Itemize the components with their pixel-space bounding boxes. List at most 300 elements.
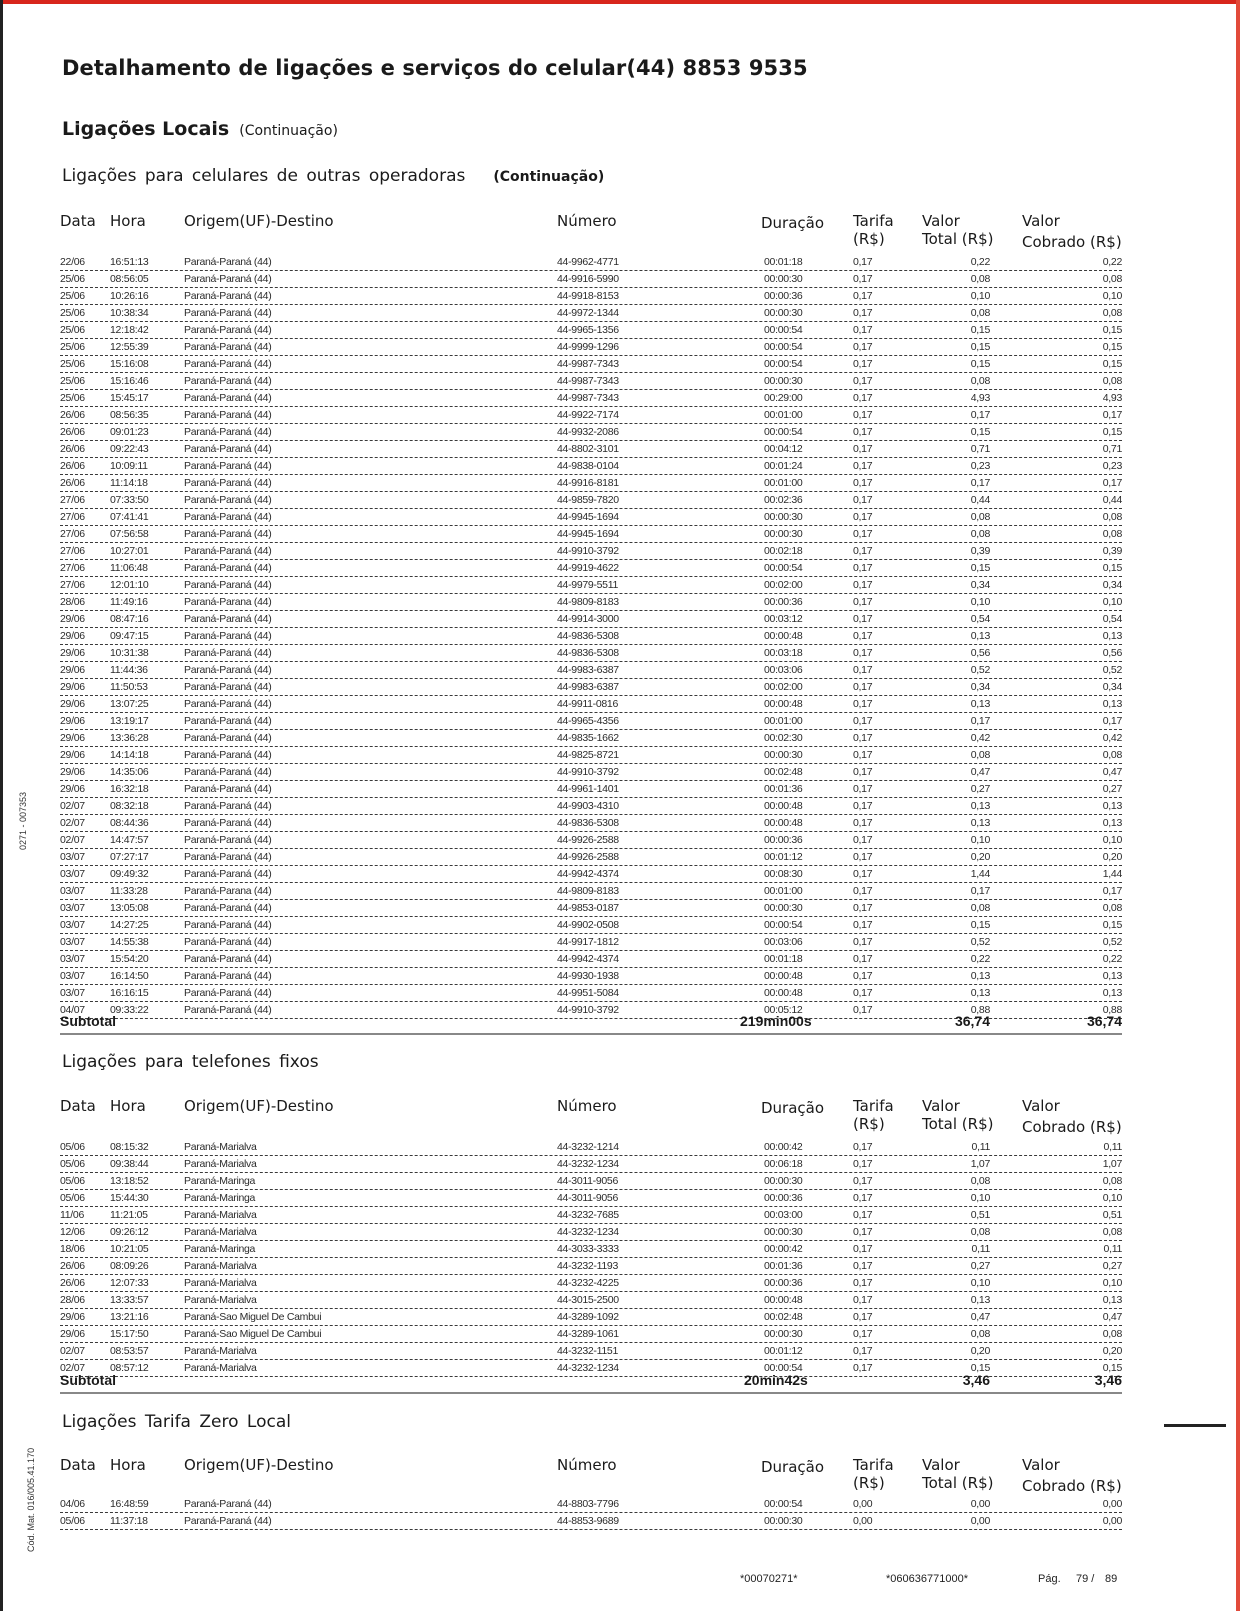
table-row (60, 900, 1122, 917)
cell-duration: 00:00:48 (764, 987, 803, 999)
column-header-hora: Hora (110, 212, 146, 230)
cell-duration: 00:01:24 (764, 460, 803, 472)
column-header-tarifa: Tarifa (853, 1456, 894, 1474)
cell-number: 44-9910-3792 (557, 1004, 619, 1016)
column-header-duracao: Duração (761, 1458, 825, 1476)
column-header-tarifa: Tarifa (853, 212, 894, 230)
table-row (60, 883, 1122, 900)
column-header-total-unit: Total (R$) (922, 1115, 994, 1133)
cell-time: 11:49:16 (110, 596, 148, 608)
cell-charged-value: 0,15 (1102, 1362, 1122, 1374)
cell-origin-destination: Paraná-Paraná (44) (184, 1498, 272, 1510)
table-row (60, 1275, 1122, 1292)
subsection-title-text: Ligações para celulares de outras operadoras (62, 166, 466, 186)
cell-time: 14:47:57 (110, 834, 149, 846)
table-row (60, 424, 1122, 441)
cell-charged-value: 0,08 (1102, 273, 1122, 285)
table-row (60, 594, 1122, 611)
cell-date: 03/07 (60, 936, 85, 948)
table-row (60, 815, 1122, 832)
cell-number: 44-9962-4771 (557, 256, 619, 268)
cell-origin-destination: Paraná-Paraná (44) (184, 528, 272, 540)
cell-time: 15:45:17 (110, 392, 149, 404)
cell-number: 44-9916-8181 (557, 477, 619, 489)
cell-total-value: 0,10 (970, 596, 990, 608)
cell-total-value: 0,10 (970, 290, 990, 302)
column-header-hora: Hora (110, 1097, 146, 1115)
cell-date: 26/06 (60, 1277, 85, 1289)
cell-duration: 00:08:30 (764, 868, 803, 880)
cell-date: 02/07 (60, 1362, 85, 1374)
table-row (60, 322, 1122, 339)
cell-origin-destination: Paraná-Paraná (44) (184, 256, 272, 268)
subsection-continuation: (Continuação) (493, 169, 605, 185)
cell-date: 03/07 (60, 970, 85, 982)
cell-total-value: 0,08 (970, 749, 990, 761)
cell-date: 29/06 (60, 766, 85, 778)
cell-rate: 0,17 (853, 1175, 873, 1187)
cell-charged-value: 0,08 (1102, 528, 1122, 540)
cell-duration: 00:00:42 (764, 1243, 803, 1255)
cell-number: 44-9987-7343 (557, 375, 619, 387)
barcode-code-2: *060636771000* (886, 1573, 968, 1585)
cell-date: 26/06 (60, 409, 85, 421)
cell-number: 44-9965-1356 (557, 324, 619, 336)
cell-date: 25/06 (60, 375, 85, 387)
cell-duration: 00:01:18 (764, 953, 803, 965)
column-header-cobrado: Valor (1022, 212, 1060, 230)
cell-date: 02/07 (60, 800, 85, 812)
cell-number: 44-9951-5084 (557, 987, 619, 999)
cell-number: 44-9945-1694 (557, 528, 619, 540)
cell-duration: 00:02:00 (764, 579, 803, 591)
table-row (60, 730, 1122, 747)
cell-origin-destination: Paraná-Maringa (184, 1192, 256, 1204)
cell-rate: 0,17 (853, 698, 873, 710)
cell-charged-value: 0,15 (1102, 358, 1122, 370)
column-header-total: Valor (922, 1456, 960, 1474)
cell-charged-value: 0,51 (1102, 1209, 1122, 1221)
column-header-numero: Número (557, 212, 617, 230)
cell-total-value: 0,88 (970, 1004, 990, 1016)
cell-time: 15:17:50 (110, 1328, 149, 1340)
cell-total-value: 0,11 (971, 1141, 990, 1153)
column-header-numero: Número (557, 1097, 617, 1115)
cell-date: 02/07 (60, 834, 85, 846)
top-accent-bar (0, 0, 1240, 4)
cell-total-value: 0,20 (970, 1345, 990, 1357)
cell-rate: 0,17 (853, 341, 873, 353)
cell-origin-destination: Paraná-Paraná (44) (184, 426, 272, 438)
cell-number: 44-9809-8183 (557, 596, 619, 608)
subtotal-duration: 219min00s (740, 1013, 812, 1029)
column-header-tarifa-unit: (R$) (853, 230, 885, 248)
cell-rate: 0,17 (853, 630, 873, 642)
cell-rate: 0,17 (853, 987, 873, 999)
table-row (60, 985, 1122, 1002)
cell-charged-value: 0,00 (1102, 1515, 1122, 1527)
column-header-data: Data (60, 1456, 96, 1474)
cell-total-value: 0,51 (970, 1209, 990, 1221)
cell-duration: 00:01:00 (764, 477, 803, 489)
cell-charged-value: 0,15 (1102, 562, 1122, 574)
cell-total-value: 0,47 (970, 1311, 990, 1323)
cell-charged-value: 0,56 (1102, 647, 1122, 659)
cell-total-value: 0,17 (970, 715, 990, 727)
cell-charged-value: 0,54 (1102, 613, 1122, 625)
cell-time: 08:09:26 (110, 1260, 149, 1272)
cell-time: 08:56:05 (110, 273, 149, 285)
cell-number: 44-9853-0187 (557, 902, 619, 914)
section-title (62, 118, 338, 140)
cell-total-value: 0,15 (970, 919, 990, 931)
table-row (60, 1241, 1122, 1258)
cell-total-value: 0,54 (970, 613, 990, 625)
cell-charged-value: 0,08 (1102, 307, 1122, 319)
cell-rate: 0,17 (853, 834, 873, 846)
cell-origin-destination: Paraná-Paraná (44) (184, 919, 272, 931)
cell-duration: 00:00:36 (764, 834, 803, 846)
table-row (60, 339, 1122, 356)
cell-number: 44-3232-1234 (557, 1362, 619, 1374)
cell-origin-destination: Paraná-Paraná (44) (184, 868, 272, 880)
cell-charged-value: 0,11 (1103, 1243, 1122, 1255)
cell-origin-destination: Paraná-Paraná (44) (184, 902, 272, 914)
cell-rate: 0,17 (853, 936, 873, 948)
table-row (60, 509, 1122, 526)
cell-rate: 0,17 (853, 358, 873, 370)
cell-date: 29/06 (60, 681, 85, 693)
cell-duration: 00:02:48 (764, 766, 803, 778)
cell-time: 09:33:22 (110, 1004, 149, 1016)
cell-charged-value: 0,15 (1102, 919, 1122, 931)
cell-rate: 0,17 (853, 919, 873, 931)
cell-charged-value: 0,08 (1102, 1226, 1122, 1238)
cell-rate: 0,17 (853, 324, 873, 336)
column-header-total: Valor (922, 212, 960, 230)
table-row (60, 390, 1122, 407)
cell-number: 44-9910-3792 (557, 545, 619, 557)
table-row (60, 968, 1122, 985)
cell-rate: 0,17 (853, 885, 873, 897)
subtotal-duration: 20min42s (744, 1372, 808, 1388)
cell-date: 29/06 (60, 630, 85, 642)
cell-rate: 0,17 (853, 766, 873, 778)
scan-edge (0, 0, 3, 1611)
table-celulares (60, 254, 1122, 1019)
cell-origin-destination: Paraná-Paraná (44) (184, 409, 272, 421)
cell-duration: 00:29:00 (764, 392, 803, 404)
cell-rate: 0,17 (853, 545, 873, 557)
cell-number: 44-3011-9056 (557, 1175, 619, 1187)
cell-number: 44-9918-8153 (557, 290, 619, 302)
cell-total-value: 0,00 (970, 1515, 990, 1527)
cell-rate: 0,17 (853, 1004, 873, 1016)
cell-duration: 00:00:30 (764, 528, 803, 540)
cell-charged-value: 0,17 (1102, 715, 1122, 727)
cell-time: 15:16:08 (110, 358, 149, 370)
cell-charged-value: 0,08 (1102, 902, 1122, 914)
cell-charged-value: 0,39 (1102, 545, 1122, 557)
subtotal-label: Subtotal (60, 1372, 116, 1388)
cell-duration: 00:01:00 (764, 885, 803, 897)
cell-time: 14:14:18 (110, 749, 149, 761)
cell-total-value: 0,42 (970, 732, 990, 744)
cell-total-value: 0,13 (970, 1294, 990, 1306)
cell-time: 08:57:12 (110, 1362, 149, 1374)
cell-charged-value: 0,13 (1102, 1294, 1122, 1306)
subsection-title-celulares (62, 166, 604, 186)
cell-time: 13:05:08 (110, 902, 149, 914)
cell-date: 27/06 (60, 545, 85, 557)
cell-origin-destination: Paraná-Paraná (44) (184, 460, 272, 472)
cell-rate: 0,17 (853, 1141, 873, 1153)
cell-rate: 0,00 (853, 1515, 873, 1527)
cell-time: 15:54:20 (110, 953, 149, 965)
cell-origin-destination: Paraná-Paraná (44) (184, 290, 272, 302)
column-header-numero: Número (557, 1456, 617, 1474)
cell-origin-destination: Paraná-Paraná (44) (184, 630, 272, 642)
cell-number: 44-3289-1061 (557, 1328, 619, 1340)
cell-duration: 00:00:54 (764, 919, 803, 931)
cell-number: 44-9942-4374 (557, 953, 619, 965)
cell-total-value: 0,13 (970, 970, 990, 982)
cell-charged-value: 0,13 (1102, 630, 1122, 642)
cell-number: 44-9961-1401 (557, 783, 619, 795)
cell-charged-value: 0,10 (1102, 1277, 1122, 1289)
cell-charged-value: 0,10 (1102, 834, 1122, 846)
cell-rate: 0,17 (853, 1345, 873, 1357)
table-row (60, 526, 1122, 543)
cell-origin-destination: Paraná-Paraná (44) (184, 681, 272, 693)
cell-number: 44-9809-8183 (557, 885, 619, 897)
cell-time: 12:07:33 (110, 1277, 149, 1289)
cell-date: 05/06 (60, 1515, 85, 1527)
table-row (60, 254, 1122, 271)
cell-duration: 00:00:54 (764, 1362, 803, 1374)
cell-duration: 00:00:36 (764, 596, 803, 608)
cell-duration: 00:00:30 (764, 273, 803, 285)
cell-rate: 0,17 (853, 902, 873, 914)
cell-duration: 00:01:12 (764, 1345, 803, 1357)
cell-rate: 0,17 (853, 596, 873, 608)
cell-origin-destination: Paraná-Paraná (44) (184, 936, 272, 948)
cell-time: 12:55:39 (110, 341, 149, 353)
cell-origin-destination: Paraná-Paraná (44) (184, 545, 272, 557)
cell-charged-value: 0,42 (1102, 732, 1122, 744)
cell-duration: 00:00:54 (764, 426, 803, 438)
cell-rate: 0,17 (853, 732, 873, 744)
cell-rate: 0,17 (853, 562, 873, 574)
cell-rate: 0,17 (853, 953, 873, 965)
cell-rate: 0,17 (853, 1277, 873, 1289)
cell-origin-destination: Paraná-Paraná (44) (184, 715, 272, 727)
cell-duration: 00:00:30 (764, 375, 803, 387)
cell-charged-value: 0,47 (1102, 1311, 1122, 1323)
cell-date: 03/07 (60, 885, 85, 897)
cell-number: 44-9825-8721 (557, 749, 619, 761)
cell-rate: 0,17 (853, 409, 873, 421)
cell-duration: 00:01:12 (764, 851, 803, 863)
cell-origin-destination: Paraná-Paraná (44) (184, 477, 272, 489)
cell-origin-destination: Paraná-Paraná (44) (184, 358, 272, 370)
cell-charged-value: 0,08 (1102, 1328, 1122, 1340)
column-header-duracao: Duração (761, 214, 825, 232)
cell-date: 28/06 (60, 1294, 85, 1306)
cell-charged-value: 0,08 (1102, 375, 1122, 387)
cell-time: 10:26:16 (110, 290, 149, 302)
cell-time: 16:51:13 (110, 256, 149, 268)
cell-charged-value: 0,47 (1102, 766, 1122, 778)
cell-duration: 00:00:30 (764, 1226, 803, 1238)
cell-rate: 0,17 (853, 868, 873, 880)
cell-number: 44-3289-1092 (557, 1311, 619, 1323)
cell-duration: 00:02:30 (764, 732, 803, 744)
cell-origin-destination: Paraná-Maringa (184, 1243, 256, 1255)
cell-date: 25/06 (60, 290, 85, 302)
cell-number: 44-9835-1662 (557, 732, 619, 744)
cell-total-value: 0,17 (970, 885, 990, 897)
subtotal-charged: 3,46 (1094, 1372, 1122, 1388)
table-header (60, 1456, 1122, 1496)
cell-charged-value: 4,93 (1102, 392, 1122, 404)
cell-total-value: 0,08 (970, 1175, 990, 1187)
cell-time: 11:50:53 (110, 681, 148, 693)
cell-total-value: 0,13 (970, 630, 990, 642)
cell-duration: 00:00:48 (764, 698, 803, 710)
cell-duration: 00:00:48 (764, 800, 803, 812)
cell-rate: 0,17 (853, 749, 873, 761)
cell-duration: 00:02:36 (764, 494, 803, 506)
cell-total-value: 0,15 (970, 324, 990, 336)
cell-duration: 00:00:36 (764, 290, 803, 302)
cell-number: 44-9916-5990 (557, 273, 619, 285)
table-row (60, 696, 1122, 713)
cell-number: 44-9859-7820 (557, 494, 619, 506)
cell-charged-value: 0,08 (1102, 749, 1122, 761)
cell-duration: 00:00:30 (764, 749, 803, 761)
cell-time: 10:31:38 (110, 647, 149, 659)
cell-origin-destination: Paraná-Marialva (184, 1209, 257, 1221)
cell-rate: 0,17 (853, 426, 873, 438)
table-row (60, 373, 1122, 390)
cell-total-value: 0,13 (970, 987, 990, 999)
cell-time: 14:27:25 (110, 919, 149, 931)
cell-rate: 0,17 (853, 477, 873, 489)
cell-time: 11:21:05 (110, 1209, 148, 1221)
cell-rate: 0,17 (853, 783, 873, 795)
cell-charged-value: 0,17 (1102, 885, 1122, 897)
cell-origin-destination: Paraná-Marialva (184, 1158, 257, 1170)
cell-rate: 0,17 (853, 851, 873, 863)
cell-time: 16:16:15 (110, 987, 149, 999)
cell-rate: 0,17 (853, 1243, 873, 1255)
cell-date: 25/06 (60, 358, 85, 370)
cell-date: 26/06 (60, 1260, 85, 1272)
cell-number: 44-9932-2086 (557, 426, 619, 438)
cell-total-value: 1,44 (970, 868, 990, 880)
cell-total-value: 0,00 (970, 1498, 990, 1510)
cell-duration: 00:00:36 (764, 1277, 803, 1289)
table-row (60, 305, 1122, 322)
page-label: Pág. (1038, 1573, 1061, 1585)
cell-origin-destination: Paraná-Sao Miguel De Cambui (184, 1311, 322, 1323)
cell-charged-value: 0,22 (1102, 953, 1122, 965)
cell-origin-destination: Paraná-Paraná (44) (184, 834, 272, 846)
cell-date: 03/07 (60, 851, 85, 863)
cell-origin-destination: Paraná-Paraná (44) (184, 698, 272, 710)
cell-number: 44-9979-5511 (557, 579, 619, 591)
cell-origin-destination: Paraná-Paraná (44) (184, 664, 272, 676)
cell-time: 09:38:44 (110, 1158, 149, 1170)
cell-number: 44-9983-6387 (557, 681, 619, 693)
cell-total-value: 0,39 (970, 545, 990, 557)
column-header-tarifa-unit: (R$) (853, 1115, 885, 1133)
cell-total-value: 0,15 (970, 358, 990, 370)
cell-rate: 0,17 (853, 1362, 873, 1374)
cell-time: 09:49:32 (110, 868, 149, 880)
column-header-duracao: Duração (761, 1099, 825, 1117)
cell-time: 08:15:32 (110, 1141, 149, 1153)
cell-charged-value: 0,11 (1103, 1141, 1122, 1153)
cell-origin-destination: Paraná-Paraná (44) (184, 443, 272, 455)
cell-origin-destination: Paraná-Marialva (184, 1260, 257, 1272)
cell-duration: 00:00:30 (764, 1515, 803, 1527)
cell-time: 07:27:17 (110, 851, 149, 863)
table-row (60, 832, 1122, 849)
cell-origin-destination: Paraná-Paraná (44) (184, 817, 272, 829)
cell-duration: 00:00:54 (764, 1498, 803, 1510)
cell-duration: 00:05:12 (764, 1004, 803, 1016)
cell-origin-destination: Paraná-Paraná (44) (184, 494, 272, 506)
cell-time: 08:53:57 (110, 1345, 149, 1357)
page-current: 79 / (1076, 1573, 1095, 1585)
cell-total-value: 0,15 (970, 1362, 990, 1374)
table-row (60, 917, 1122, 934)
cell-time: 09:22:43 (110, 443, 149, 455)
cell-origin-destination: Paraná-Paraná (44) (184, 307, 272, 319)
column-header-total: Valor (922, 1097, 960, 1115)
cell-number: 44-9838-0104 (557, 460, 619, 472)
cell-time: 12:01:10 (110, 579, 149, 591)
cell-origin-destination: Paraná-Marialva (184, 1141, 257, 1153)
cell-charged-value: 0,23 (1102, 460, 1122, 472)
column-header-tarifa: Tarifa (853, 1097, 894, 1115)
table-row (60, 1513, 1122, 1530)
cell-date: 26/06 (60, 477, 85, 489)
cell-charged-value: 0,44 (1102, 494, 1122, 506)
cell-date: 29/06 (60, 1311, 85, 1323)
cell-duration: 00:04:12 (764, 443, 803, 455)
cell-duration: 00:01:36 (764, 783, 803, 795)
cell-time: 16:32:18 (110, 783, 149, 795)
cell-total-value: 0,17 (970, 477, 990, 489)
cell-origin-destination: Paraná-Paraná (44) (184, 579, 272, 591)
cell-origin-destination: Paraná-Paraná (44) (184, 851, 272, 863)
cell-date: 11/06 (60, 1209, 84, 1221)
cell-rate: 0,17 (853, 1260, 873, 1272)
cell-total-value: 0,08 (970, 511, 990, 523)
cell-number: 44-3232-1234 (557, 1158, 619, 1170)
table-row (60, 628, 1122, 645)
table-row (60, 1326, 1122, 1343)
cell-time: 08:32:18 (110, 800, 149, 812)
table-row (60, 1343, 1122, 1360)
table-row (60, 271, 1122, 288)
cell-time: 13:18:52 (110, 1175, 149, 1187)
cell-origin-destination: Paraná-Sao Miguel De Cambui (184, 1328, 322, 1340)
cell-total-value: 0,08 (970, 1328, 990, 1340)
